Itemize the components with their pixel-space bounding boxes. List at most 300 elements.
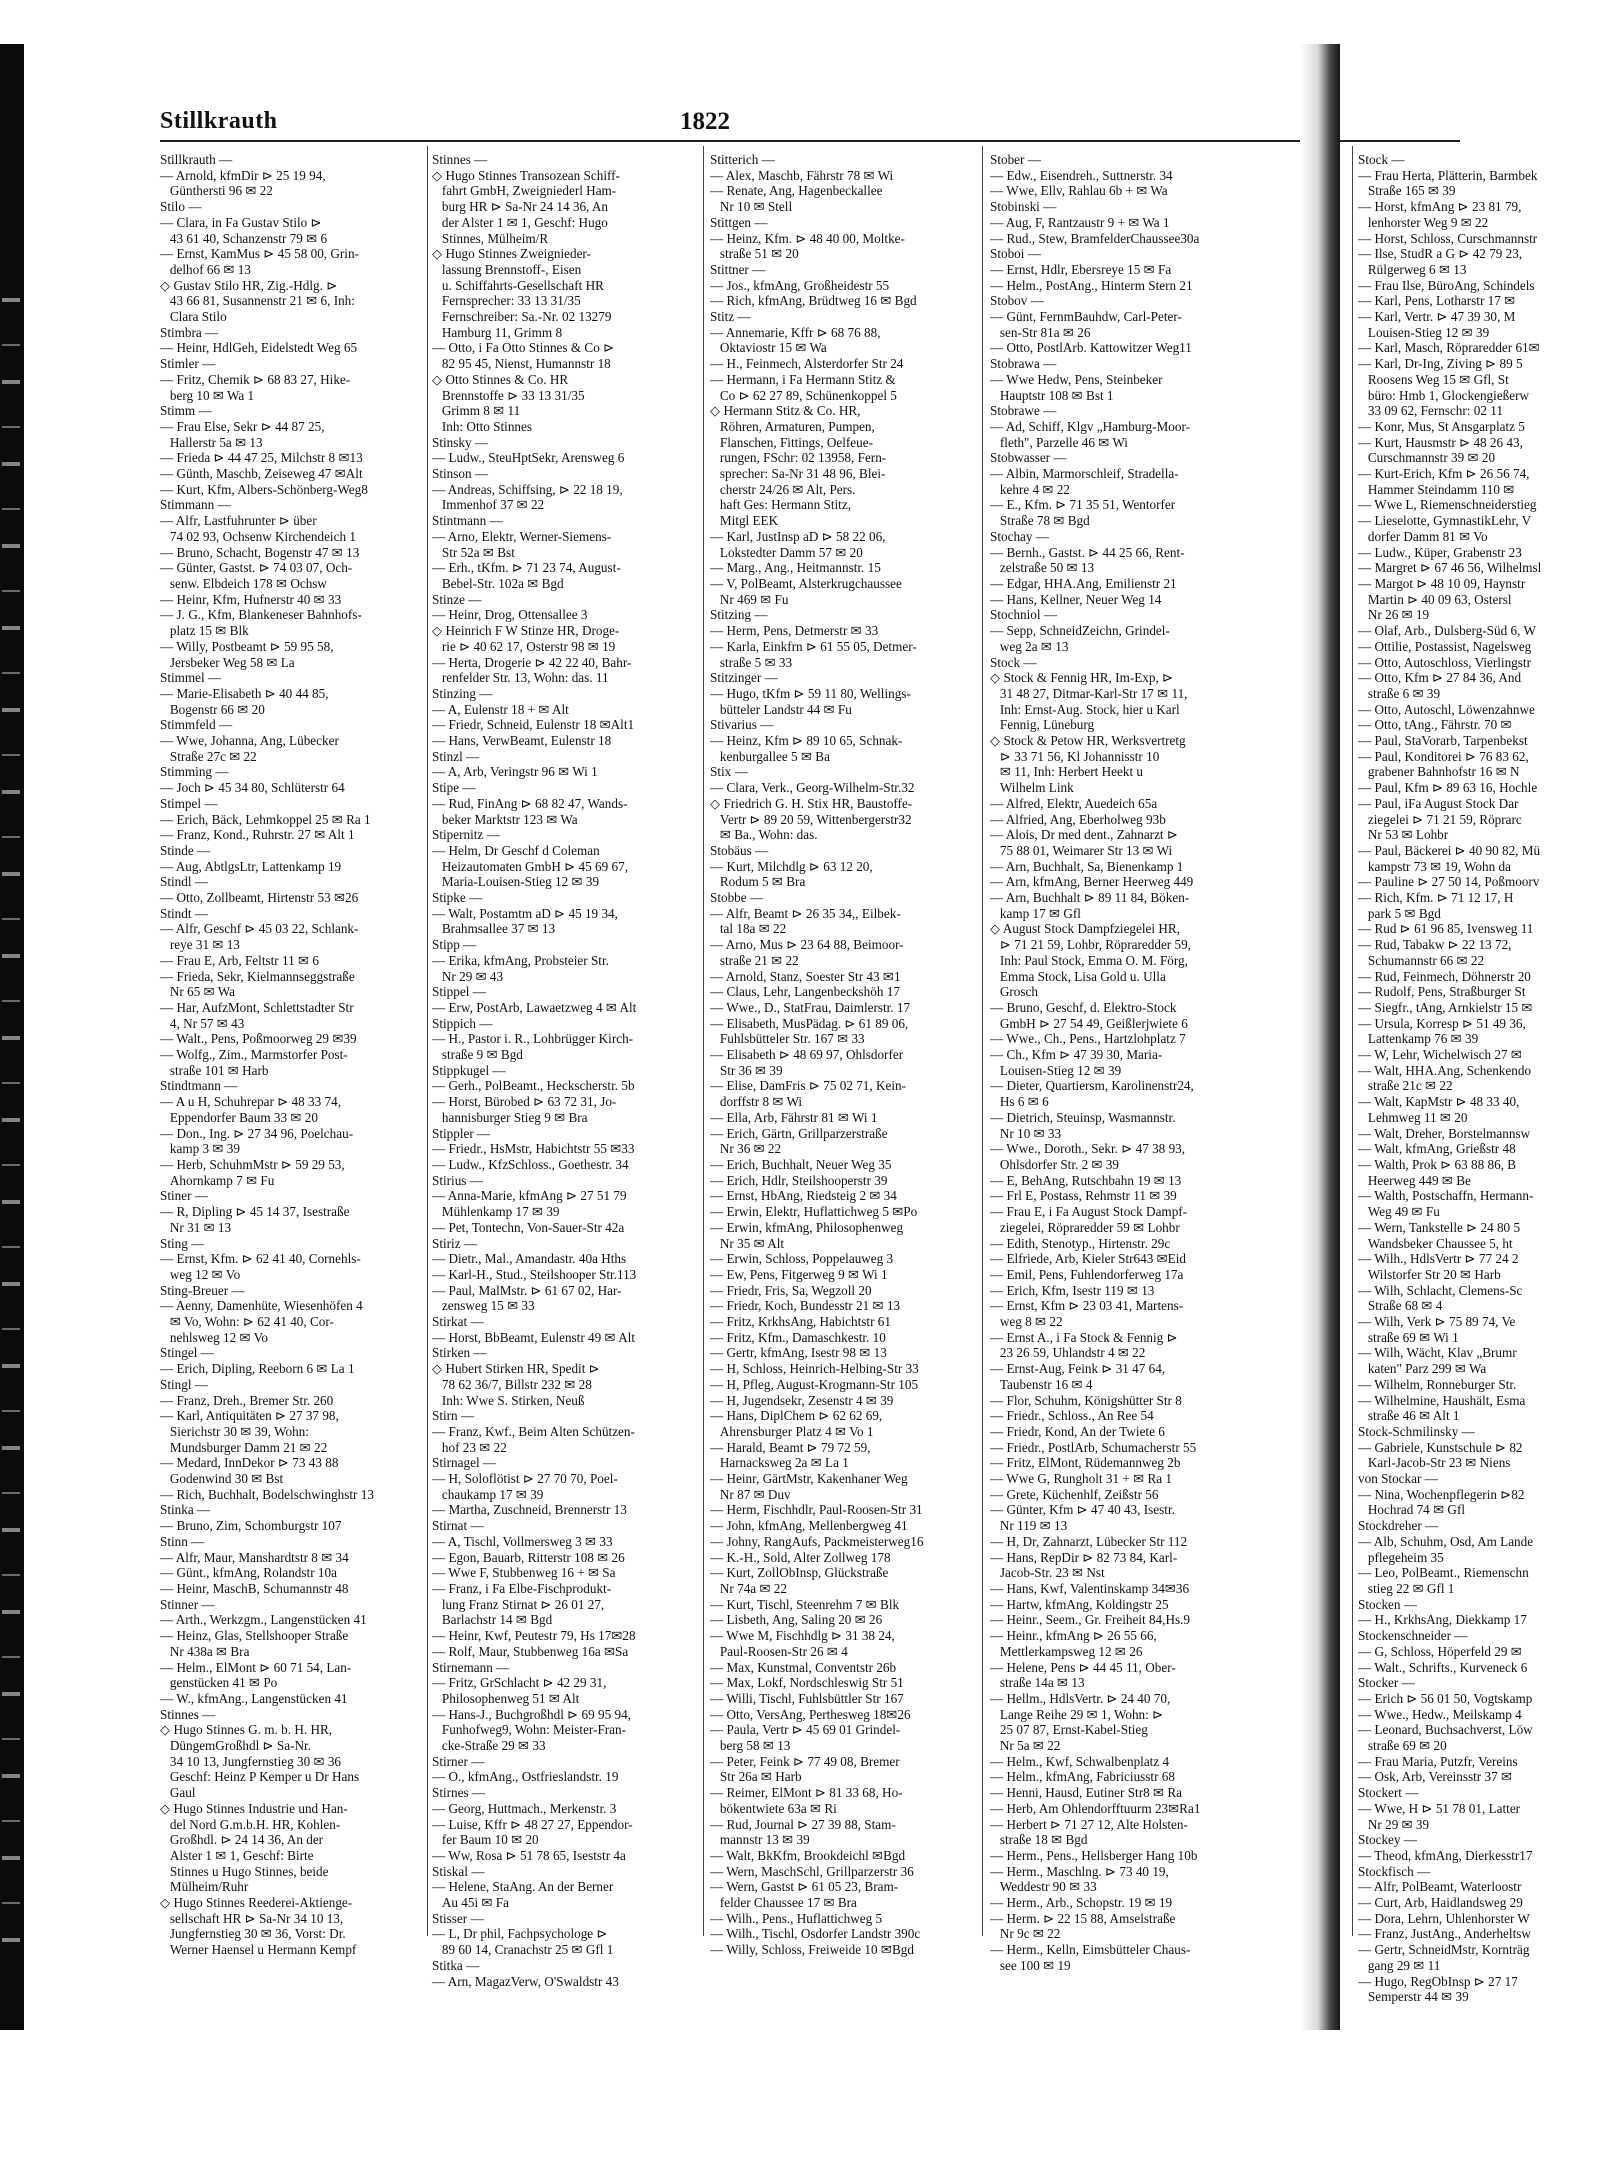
directory-entry-line: Röhren, Armaturen, Pumpen, [710, 418, 875, 434]
directory-entry-line: nehlsweg 12 ✉ Vo [160, 1329, 269, 1345]
directory-entry-line: straße 6 ✉ 39 [1358, 685, 1441, 701]
directory-entry-line: Nr 5a ✉ 22 [990, 1738, 1061, 1754]
directory-entry-line: Stipp — [432, 937, 477, 953]
directory-entry-line: — Hans, Kwf, Valentinskamp 34✉36 [990, 1580, 1190, 1596]
directory-entry-line: — Otto, i Fa Otto Stinnes & Co ⊳ [432, 340, 615, 356]
directory-entry-line: — Curt, Arb, Haidlandsweg 29 [1358, 1895, 1523, 1911]
directory-entry-line: — Friedr, Koch, Bundesstr 21 ✉ 13 [710, 1298, 901, 1314]
directory-entry-line: Stiriz — [432, 1235, 478, 1251]
directory-entry-line: Stimm — [160, 403, 212, 419]
directory-entry-line: Günthersti 96 ✉ 22 [160, 183, 273, 199]
directory-entry-line: — Arn, Buchhalt ⊳ 89 11 84, Böken- [990, 890, 1190, 906]
directory-entry-line: ◇ Hugo Stinnes Zweignieder- [432, 246, 591, 262]
directory-entry-line: Stipernitz — [432, 827, 500, 843]
directory-entry-line: sprecher: Sa-Nr 31 48 96, Blei- [710, 466, 886, 482]
directory-entry-line: Stinka — [160, 1502, 211, 1518]
directory-entry-line: u. Schiffahrts-Gesellschaft HR [432, 277, 604, 293]
directory-entry-line: Louisen-Stieg 12 ✉ 39 [990, 1062, 1122, 1078]
directory-entry-line: — Paul, Bäckerei ⊳ 40 90 82, Mü [1358, 842, 1541, 858]
directory-entry-line: kamp 3 ✉ 39 [160, 1141, 240, 1157]
directory-entry-line: Nr 53 ✉ Lohbr [1358, 827, 1449, 843]
directory-entry-line: — Ottilie, Postassist, Nagelsweg [1358, 638, 1532, 654]
directory-entry-line: — Heinr, Drog, Ottensallee 3 [432, 607, 588, 623]
directory-entry-line: — R, Dipling ⊳ 45 14 37, Isestraße [160, 1204, 350, 1220]
directory-entry-line: weg 8 ✉ 22 [990, 1314, 1063, 1330]
directory-entry-line: Funhofweg9, Wohn: Meister-Fran- [432, 1722, 627, 1738]
directory-entry-line: Mundsburger Damm 21 ✉ 22 [160, 1439, 328, 1455]
directory-entry-line: — Siegfr., tAng, Arnkielstr 15 ✉ [1358, 999, 1533, 1015]
directory-entry-line: Stittner — [710, 261, 766, 277]
directory-entry-line: Stitka — [432, 1957, 480, 1973]
directory-entry-line: Emma Stock, Lisa Gold u. Ulla [990, 968, 1166, 984]
directory-entry-line: — Rud., Stew, BramfelderChaussee30a [990, 230, 1200, 246]
directory-entry-line: — Lieselotte, GymnastikLehr, V [1358, 513, 1532, 529]
directory-entry-line: Hauptstr 108 ✉ Bst 1 [990, 387, 1114, 403]
directory-entry-line: Nr 119 ✉ 13 [990, 1518, 1068, 1534]
directory-entry-line: — Grete, Küchenhlf, Zeißstr 56 [990, 1486, 1159, 1502]
directory-entry-line: burg HR ⊳ Sa-Nr 24 14 36, An [432, 199, 609, 215]
directory-entry-line: — Rolf, Maur, Stubbenweg 16a ✉Sa [432, 1643, 629, 1659]
directory-entry-line: genstücken 41 ✉ Po [160, 1675, 278, 1691]
directory-entry-line: — H., Feinmech, Alsterdorfer Str 24 [710, 356, 904, 372]
directory-entry-line: straße 21 ✉ 22 [710, 952, 799, 968]
directory-entry-line: — Rud ⊳ 61 96 85, Ivensweg 11 [1358, 921, 1534, 937]
directory-entry-line: — Herm, Fischhdlr, Paul-Roosen-Str 31 [710, 1502, 923, 1518]
directory-entry-line: — Günter, Kfm ⊳ 47 40 43, Isestr. [990, 1502, 1175, 1518]
directory-entry-line: Martin ⊳ 40 09 63, Ostersl [1358, 591, 1512, 607]
directory-entry-line: — Ew, Pens, Fitgerweg 9 ✉ Wi 1 [710, 1266, 888, 1282]
directory-entry-line: — E, BehAng, Rutschbahn 19 ✉ 13 [990, 1172, 1182, 1188]
directory-entry-line: — Karl, Dr-Ing, Ziving ⊳ 89 5 [1358, 356, 1523, 372]
directory-entry-line: — Flor, Schuhm, Königshütter Str 8 [990, 1392, 1182, 1408]
directory-entry-line: — Friedr., PostlArb, Schumacherstr 55 [990, 1439, 1197, 1455]
directory-entry-line: Schumannstr 66 ✉ 22 [1358, 952, 1485, 968]
page-gutter-shadow [1300, 44, 1340, 2030]
directory-entry-line: straße 101 ✉ Harb [160, 1062, 269, 1078]
directory-entry-line: Wilhelm Link [990, 780, 1074, 796]
directory-entry-line: — Renate, Ang, Hagenbeckallee [710, 183, 883, 199]
directory-entry-line: Ohlsdorfer Str. 2 ✉ 39 [990, 1157, 1119, 1172]
directory-entry-line: — Erich ⊳ 56 01 50, Vogtskamp [1358, 1690, 1533, 1706]
directory-entry-line: — Erwin, Schloss, Poppelauweg 3 [710, 1251, 894, 1267]
directory-entry-line: 75 88 01, Weimarer Str 13 ✉ Wi [990, 842, 1173, 858]
directory-entry-line: — Hans, VerwBeamt, Eulenstr 18 [432, 733, 612, 749]
directory-entry-line: — K.-H., Sold, Alter Zollweg 178 [710, 1549, 891, 1565]
directory-entry-line: Stimbra — [160, 324, 219, 340]
directory-entry-line: — Karla, Einkfrn ⊳ 61 55 05, Detmer- [710, 638, 917, 654]
directory-entry-line: — E., Kfm. ⊳ 71 35 51, Wentorfer [990, 497, 1176, 513]
directory-entry-line: — Hartw, kfmAng, Koldingstr 25 [990, 1596, 1169, 1612]
directory-entry-line: Stipe — [432, 780, 476, 796]
directory-entry-line: 74 02 93, Ochsenw Kirchendeich 1 [160, 528, 356, 544]
directory-entry-line: Hamburg 11, Grimm 8 [432, 324, 563, 340]
directory-entry-line: — G, Schloss, Höperfeld 29 ✉ [1358, 1643, 1522, 1659]
directory-entry-line: hannisburger Stieg 9 ✉ Bra [432, 1109, 588, 1125]
directory-entry-line: katen" Parz 299 ✉ Wa [1358, 1361, 1487, 1377]
directory-entry-line: — Max, Kunstmal, Conventstr 26b [710, 1659, 897, 1675]
directory-entry-line: — A, Eulenstr 18 + ✉ Alt [432, 701, 569, 717]
directory-entry-line: Weddestr 90 ✉ 33 [990, 1879, 1097, 1895]
directory-entry-line: ◇ Hugo Stinnes G. m. b. H. HR, [160, 1722, 333, 1738]
directory-entry-line: Hochrad 74 ✉ Gfl [1358, 1502, 1466, 1518]
directory-entry-line: Karl-Jacob-Str 23 ✉ Niens [1358, 1455, 1511, 1471]
directory-entry-line: gang 29 ✉ 11 [1358, 1957, 1441, 1973]
directory-entry-line: — H, Dr, Zahnarzt, Lübecker Str 112 [990, 1533, 1188, 1549]
directory-entry-line: Nr 438a ✉ Bra [160, 1643, 250, 1659]
directory-entry-line: Inh: Otto Stinnes [432, 418, 533, 434]
directory-entry-line: — Frl E, Postass, Rehmstr 11 ✉ 39 [990, 1188, 1177, 1204]
directory-entry-line: Stobrawa — [990, 356, 1057, 372]
directory-entry-line: Stinner — [160, 1596, 215, 1612]
directory-entry-line: Bogenstr 66 ✉ 20 [160, 701, 265, 717]
directory-entry-line: — Claus, Lehr, Langenbeckshöh 17 [710, 984, 900, 1000]
directory-entry-line: — A, Tischl, Vollmersweg 3 ✉ 33 [432, 1533, 613, 1549]
directory-entry-line: dorffstr 8 ✉ Wi [710, 1094, 803, 1110]
directory-entry-line: straße 69 ✉ Wi 1 [1358, 1329, 1459, 1345]
directory-entry-line: — Frau Else, Sekr ⊳ 44 87 25, [160, 418, 325, 434]
directory-entry-line: — Dietrich, Steuinsp, Wasmannstr. [990, 1109, 1176, 1125]
directory-entry-line: Stirnat — [432, 1518, 484, 1534]
directory-entry-line: Jungfernstieg 30 ✉ 36, Vorst: Dr. [160, 1926, 346, 1942]
directory-entry-line: — Egon, Bauarb, Ritterstr 108 ✉ 26 [432, 1549, 625, 1565]
directory-entry-line: Lange Reihe 29 ✉ 1, Wohn: ⊳ [990, 1706, 1164, 1722]
directory-entry-line: Mettlerkampsweg 12 ✉ 26 [990, 1643, 1143, 1659]
directory-entry-line: straße 69 ✉ 20 [1358, 1738, 1447, 1754]
scan-bottom-margin [0, 2030, 1600, 2177]
directory-entry-line: — Rud, Journal ⊳ 27 39 88, Stam- [710, 1816, 896, 1832]
directory-entry-line: — Frieda ⊳ 44 47 25, Milchstr 8 ✉13 [160, 450, 363, 466]
column-divider [703, 146, 704, 1936]
directory-entry-line: zelstraße 50 ✉ 13 [990, 560, 1095, 576]
directory-entry-line: 43 66 81, Susannenstr 21 ✉ 6, Inh: [160, 293, 355, 309]
directory-entry-line: — Aenny, Damenhüte, Wiesenhöfen 4 [160, 1298, 363, 1314]
directory-entry-line: Eppendorfer Baum 33 ✉ 20 [160, 1109, 318, 1125]
directory-entry-line: — Helm, Dr Geschf d Coleman [432, 842, 600, 858]
directory-entry-line: Stingel — [160, 1345, 214, 1361]
directory-entry-line: Stinsky — [432, 434, 489, 450]
directory-entry-line: Godenwind 30 ✉ Bst [160, 1471, 284, 1487]
directory-entry-line: Stimpel — [160, 795, 218, 811]
directory-entry-line: Stisser — [432, 1910, 484, 1926]
directory-entry-line: — Herm. ⊳ 22 15 88, Amselstraße [990, 1910, 1176, 1926]
directory-entry-line: — Fritz, Chemik ⊳ 68 83 27, Hike- [160, 371, 351, 387]
directory-entry-line: Str 26a ✉ Harb [710, 1769, 802, 1785]
directory-entry-line: — Fritz, KrkhsAng, Habichtstr 61 [710, 1314, 891, 1330]
directory-entry-line: Werner Haensel u Hermann Kempf [160, 1942, 357, 1958]
directory-entry-line: ◇ Hermann Stitz & Co. HR, [710, 403, 861, 419]
directory-entry-line: — W, Lehr, Wichelwisch 27 ✉ [1358, 1047, 1522, 1063]
directory-entry-line: — Heinr., Seem., Gr. Freiheit 84,Hs.9 [990, 1612, 1190, 1628]
directory-entry-line: — Rudolf, Pens, Straßburger St [1358, 984, 1526, 1000]
directory-entry-line: — Wolfg., Zim., Marmstorfer Post- [160, 1047, 348, 1063]
directory-entry-line: — Alex, Maschb, Fährstr 78 ✉ Wi [710, 167, 894, 183]
directory-entry-line: Mühlenkamp 17 ✉ 39 [432, 1204, 560, 1220]
directory-entry-line: Wandsbeker Chaussee 5, ht [1358, 1235, 1513, 1251]
directory-entry-line: Stockert — [1358, 1785, 1419, 1801]
directory-entry-line: dorfer Damm 81 ✉ Vo [1358, 528, 1488, 544]
directory-entry-line: — Wern, Tankstelle ⊳ 24 80 5 [1358, 1219, 1521, 1235]
directory-entry-line: chaukamp 17 ✉ 39 [432, 1486, 544, 1502]
directory-entry-line: — Luise, Kffr ⊳ 48 27 27, Eppendor- [432, 1816, 633, 1832]
directory-entry-line: hof 23 ✉ 22 [432, 1439, 507, 1455]
directory-entry-line: zensweg 15 ✉ 33 [432, 1298, 535, 1314]
directory-entry-line: — Harald, Beamt ⊳ 79 72 59, [710, 1439, 871, 1455]
directory-entry-line: straße 9 ✉ Bgd [432, 1047, 523, 1063]
directory-entry-line: Stivarius — [710, 717, 774, 733]
directory-entry-line: haft Ges: Hermann Stitz, [710, 497, 851, 513]
directory-entry-line: — Ad, Schiff, Klgv „Hamburg-Moor- [990, 418, 1190, 434]
directory-entry-line: — Erich, Hdlr, Steilshooperstr 39 [710, 1172, 888, 1188]
directory-entry-line: Stippel — [432, 984, 486, 1000]
directory-entry-line: — Alfried, Ang, Eberholweg 93b [990, 811, 1166, 827]
directory-entry-line: — Elisabeth ⊳ 48 69 97, Ohlsdorfer [710, 1047, 904, 1063]
directory-entry-line: — Helene, Pens ⊳ 44 45 11, Ober- [990, 1659, 1176, 1675]
directory-entry-line: platz 15 ✉ Blk [160, 623, 249, 639]
directory-entry-line: — Henni, Hausd, Eutiner Str8 ✉ Ra [990, 1785, 1182, 1801]
directory-entry-line: Stindt — [160, 905, 208, 921]
directory-entry-line: Stinzl — [432, 748, 480, 764]
directory-entry-line: — Gertr, kfmAng, Isestr 98 ✉ 13 [710, 1345, 887, 1361]
directory-entry-line: bökentwiete 63a ✉ Ri [710, 1800, 837, 1816]
directory-entry-line: Au 45i ✉ Fa [432, 1895, 509, 1911]
directory-entry-line: Straße 27c ✉ 22 [160, 748, 257, 764]
directory-entry-line: — Walt, Dreher, Borstelmannsw [1358, 1125, 1531, 1141]
directory-entry-line: Stippkugel — [432, 1062, 506, 1078]
directory-entry-line: — Otto, VersAng, Perthesweg 18✉26 [710, 1706, 911, 1722]
directory-entry-line: — Martha, Zuschneid, Brennerstr 13 [432, 1502, 627, 1518]
directory-entry-line: Stindl — [160, 874, 208, 890]
directory-entry-line: 25 07 87, Ernst-Kabel-Stieg [990, 1722, 1148, 1738]
directory-entry-line: — Osk, Arb, Vereinsstr 37 ✉ [1358, 1769, 1513, 1785]
directory-entry-line: — Arnold, kfmDir ⊳ 25 19 94, [160, 167, 326, 183]
directory-entry-line: — Friedr, Fris, Sa, Wegzoll 20 [710, 1282, 872, 1298]
directory-entry-line: — Clara, Verk., Georg-Wilhelm-Str.32 [710, 780, 915, 796]
directory-entry-line: — A u H, Schuhrepar ⊳ 48 33 74, [160, 1094, 342, 1110]
directory-entry-line: — Alfr, Lastfuhrunter ⊳ über [160, 513, 317, 529]
directory-entry-line: Stockey — [1358, 1832, 1417, 1848]
directory-entry-line: ◇ Heinrich F W Stinze HR, Droge- [432, 623, 620, 639]
directory-entry-line: — Fritz, Kfm., Damaschkestr. 10 [710, 1329, 886, 1345]
directory-entry-line: — Hans, RepDir ⊳ 82 73 84, Karl- [990, 1549, 1178, 1565]
directory-entry-line: — Walt, Postamtm aD ⊳ 45 19 34, [432, 905, 618, 921]
directory-entry-line: — Paula, Vertr ⊳ 45 69 01 Grindel- [710, 1722, 901, 1738]
directory-entry-line: — Lisbeth, Ang, Saling 20 ✉ 26 [710, 1612, 883, 1628]
directory-entry-line: — Erwin, Elektr, Huflattichweg 5 ✉Po [710, 1204, 918, 1220]
directory-entry-line: — Hugo, tKfm ⊳ 59 11 80, Wellings- [710, 685, 911, 701]
directory-entry-line: Stock — [1358, 152, 1405, 167]
directory-entry-line: — Otto, Kfm ⊳ 27 84 36, And [1358, 670, 1522, 686]
directory-entry-line: — Friedr, Kond, An der Twiete 6 [990, 1423, 1165, 1439]
directory-entry-line: — Horst, kfmAng ⊳ 23 81 79, [1358, 199, 1522, 215]
directory-entry-line: berg 10 ✉ Wa 1 [160, 387, 255, 403]
directory-entry-line: — Andreas, Schiffsing, ⊳ 22 18 19, [432, 481, 623, 497]
directory-entry-line: — A, Arb, Veringstr 96 ✉ Wi 1 [432, 764, 598, 780]
directory-entry-line: Stobinski — [990, 199, 1057, 215]
directory-entry-line: — Erich, Kfm, Isestr 119 ✉ 13 [990, 1282, 1155, 1298]
directory-entry-line: ⊳ 71 21 59, Lohbr, Röpraredder 59, [990, 937, 1191, 953]
directory-entry-line: reye 31 ✉ 13 [160, 937, 240, 953]
directory-entry-line: — Kurt, Hausmstr ⊳ 48 26 43, [1358, 434, 1523, 450]
directory-entry-line: ◇ Hugo Stinnes Transozean Schiff- [432, 167, 620, 183]
directory-entry-line: Nr 29 ✉ 43 [432, 968, 504, 984]
directory-entry-line: Stippler — [432, 1125, 491, 1141]
directory-entry-line: Nr 74a ✉ 22 [710, 1580, 787, 1596]
directory-entry-line: Stock-Schmilinsky — [1358, 1423, 1475, 1439]
directory-entry-line: büro: Hmb 1, Glockengießerw [1358, 387, 1530, 403]
directory-entry-line: Stipke — [432, 890, 483, 906]
directory-entry-line: — Hellm., HdlsVertr. ⊳ 24 40 70, [990, 1690, 1171, 1706]
directory-entry-line: Ahornkamp 7 ✉ Fu [160, 1172, 275, 1188]
directory-entry-line: — Franz, Kwf., Beim Alten Schützen- [432, 1423, 635, 1439]
directory-entry-line: — Herta, Drogerie ⊳ 42 22 40, Bahr- [432, 654, 632, 670]
directory-entry-line: Sting-Breuer — [160, 1282, 245, 1298]
directory-entry-line: GmbH ⊳ 27 54 49, Geißlerjwiete 6 [990, 1015, 1188, 1031]
directory-entry-line: ◇ Hugo Stinnes Industrie und Han- [160, 1800, 348, 1816]
directory-entry-line: — Herm., Pens., Hellsberger Hang 10b [990, 1847, 1198, 1863]
directory-entry-line: — Günth, Maschb, Zeiseweg 47 ✉Alt [160, 466, 363, 482]
directory-entry-line: Stitterich — [710, 152, 775, 167]
directory-entry-line: Gaul [160, 1785, 196, 1801]
directory-entry-line: — Heinr, MaschB, Schumannstr 48 [160, 1580, 349, 1596]
directory-entry-line: — Ernst, HbAng, Riedsteig 2 ✉ 34 [710, 1188, 897, 1204]
directory-entry-line: — Wwe F, Stubbenweg 16 + ✉ Sa [432, 1565, 616, 1581]
directory-entry-line: ◇ August Stock Dampfziegelei HR, [990, 921, 1180, 937]
directory-entry-line: — Frau Maria, Putzfr, Vereins [1358, 1753, 1518, 1769]
page-number: 1822 [680, 108, 730, 135]
directory-entry-line: — Ilse, StudR a G ⊳ 42 79 23, [1358, 246, 1523, 262]
directory-entry-line: — Kurt, Milchdlg ⊳ 63 12 20, [710, 858, 873, 874]
directory-entry-line: Lehmweg 11 ✉ 20 [1358, 1109, 1468, 1125]
directory-entry-line: — Dieter, Quartiersm, Karolinenstr24, [990, 1078, 1194, 1094]
directory-entry-line: — Heinr, HdlGeh, Eidelstedt Weg 65 [160, 340, 358, 356]
directory-entry-line: — Günt., kfmAng, Rolandstr 10a [160, 1565, 337, 1581]
directory-entry-line: 23 26 59, Uhlandstr 4 ✉ 22 [990, 1345, 1146, 1361]
directory-entry-line: Stobäus — [710, 842, 769, 858]
directory-entry-line: — Ernst, Kfm. ⊳ 62 41 40, Cornehls- [160, 1251, 361, 1267]
directory-entry-line: — Alb, Schuhm, Osd, Am Lande [1358, 1533, 1534, 1549]
directory-entry-line: — Kurt-Erich, Kfm ⊳ 26 56 74, [1358, 466, 1530, 482]
directory-entry-line: — V, PolBeamt, Alsterkrugchaussee [710, 575, 902, 591]
directory-entry-line: bütteler Landstr 44 ✉ Fu [710, 701, 852, 717]
directory-entry-line: — Bruno, Zim, Schomburgstr 107 [160, 1518, 342, 1534]
directory-entry-line: — Wwe L, Riemenschneiderstieg [1358, 497, 1537, 513]
directory-entry-line: — Ludw., KfzSchloss., Goethestr. 34 [432, 1157, 629, 1172]
directory-entry-line: Bebel-Str. 102a ✉ Bgd [432, 575, 564, 591]
directory-entry-line: Immenhof 37 ✉ 22 [432, 497, 545, 513]
directory-entry-line: sellschaft HR ⊳ Sa-Nr 34 10 13, [160, 1910, 344, 1926]
directory-entry-line: — Herm, Pens, Detmerstr ✉ 33 [710, 623, 879, 639]
directory-entry-line: — Alois, Dr med dent., Zahnarzt ⊳ [990, 827, 1178, 843]
directory-entry-line: ◇ Stock & Petow HR, Werksvertretg [990, 733, 1186, 749]
directory-entry-line: Stobbe — [710, 890, 764, 906]
directory-entry-line: Nr 26 ✉ 19 [1358, 607, 1430, 623]
directory-entry-line: Stoboi — [990, 246, 1041, 262]
directory-entry-line: — Rich, Buchhalt, Bodelschwinghstr 13 [160, 1486, 374, 1502]
directory-entry-line: Stinson — [432, 466, 489, 482]
scan-left-edge [0, 44, 24, 2030]
directory-entry-line: Barlachstr 14 ✉ Bgd [432, 1612, 553, 1628]
directory-entry-line: — Erich, Gärtn, Grillparzerstraße [710, 1125, 888, 1141]
directory-entry-line: — Günt, FernmBauhdw, Carl-Peter- [990, 309, 1182, 325]
directory-entry-line: — Kurt, ZollObInsp, Glückstraße [710, 1565, 889, 1581]
directory-entry-line: — Georg, Huttmach., Merkenstr. 3 [432, 1800, 617, 1816]
directory-entry-line: Stintmann — [432, 513, 503, 529]
directory-entry-line: Sting — [160, 1235, 205, 1251]
directory-entry-line: — Sepp, SchneidZeichn, Grindel- [990, 623, 1170, 639]
directory-entry-line: — Anna-Marie, kfmAng ⊳ 27 51 79 [432, 1188, 627, 1204]
directory-column-2 [432, 152, 694, 1989]
directory-entry-line: Inh: Ernst-Aug. Stock, hier u Karl [990, 701, 1180, 717]
directory-entry-line: Oktaviostr 15 ✉ Wa [710, 340, 827, 356]
directory-entry-line: Stochniol — [990, 607, 1058, 623]
directory-entry-line: Stirn — [432, 1408, 475, 1424]
directory-entry-line: rie ⊳ 40 62 17, Osterstr 98 ✉ 19 [432, 638, 616, 654]
directory-entry-line: — Bernh., Gastst. ⊳ 44 25 66, Rent- [990, 544, 1185, 560]
directory-entry-line: — Arno, Mus ⊳ 23 64 88, Beimoor- [710, 937, 904, 953]
directory-entry-line: straße 51 ✉ 20 [710, 246, 799, 262]
directory-entry-line: Stobwasser — [990, 450, 1067, 466]
directory-entry-line: — Dietr., Mal., Amandastr. 40a Hths [432, 1251, 627, 1267]
directory-entry-line: Geschf: Heinz P Kemper u Dr Hans [160, 1769, 360, 1785]
directory-entry-line: Stimming — [160, 764, 229, 780]
directory-entry-line: — H, Schloss, Heinrich-Helbing-Str 33 [710, 1361, 919, 1377]
directory-entry-line: straße 21c ✉ 22 [1358, 1078, 1453, 1094]
directory-entry-line: 33 09 62, Fernschr: 02 11 [1358, 403, 1503, 419]
directory-entry-line: — Bruno, Schacht, Bogenstr 47 ✉ 13 [160, 544, 360, 560]
directory-entry-line: — Herm., Kelln, Eimsbütteler Chaus- [990, 1942, 1191, 1958]
directory-entry-line: — Rich, Kfm. ⊳ 71 12 17, H [1358, 890, 1514, 906]
directory-entry-line: — Herb, SchuhmMstr ⊳ 59 29 53, [160, 1157, 345, 1172]
directory-entry-line: — Helene, StaAng. An der Berner [432, 1879, 614, 1895]
directory-entry-line: — Margret ⊳ 67 46 56, Wilhelmsl [1358, 560, 1542, 576]
directory-entry-line: — Wwe, Johanna, Ang, Lübecker [160, 733, 339, 749]
directory-entry-line: Stobrawe — [990, 403, 1057, 419]
directory-entry-line: fleth", Parzelle 46 ✉ Wi [990, 434, 1128, 450]
directory-entry-line: — Rud, FinAng ⊳ 68 82 47, Wands- [432, 795, 628, 811]
directory-entry-line: Co ⊳ 62 27 89, Schünenkoppel 5 [710, 387, 897, 403]
directory-entry-line: Nr 65 ✉ Wa [160, 984, 235, 1000]
scan-edge-marks [2, 264, 20, 1964]
directory-entry-line: straße 18 ✉ Bgd [990, 1832, 1088, 1848]
directory-entry-line: von Stockar — [1358, 1471, 1438, 1487]
directory-entry-line: Stitzing — [710, 607, 768, 623]
directory-entry-line: — Wwe G, Rungholt 31 + ✉ Ra 1 [990, 1471, 1172, 1487]
directory-entry-line: Inh: Paul Stock, Emma O. M. Förg, [990, 952, 1188, 968]
directory-entry-line: — Olaf, Arb., Dulsberg-Süd 6, W [1358, 623, 1536, 639]
directory-entry-line: Stockdreher — [1358, 1518, 1439, 1534]
directory-entry-line: — Wilh., Tischl, Osdorfer Landstr 390c [710, 1926, 921, 1942]
directory-entry-line: Stock — [990, 654, 1037, 670]
directory-entry-line: felder Chaussee 17 ✉ Bra [710, 1895, 857, 1911]
directory-entry-line: — Aug, F, Rantzaustr 9 + ✉ Wa 1 [990, 214, 1170, 230]
directory-entry-line: — Willy, Schloss, Freiweide 10 ✉Bgd [710, 1942, 914, 1958]
directory-entry-line: — Paul, StaVorarb, Tarpenbekst [1358, 733, 1528, 749]
directory-entry-line: delhof 66 ✉ 13 [160, 261, 251, 277]
directory-entry-line: — Medard, InnDekor ⊳ 73 43 88 [160, 1455, 339, 1471]
directory-entry-line: — Arnold, Stanz, Soester Str 43 ✉1 [710, 968, 901, 984]
directory-entry-line: — Karl, Pens, Lotharstr 17 ✉ [1358, 293, 1516, 309]
directory-entry-line: — Heinr, GärtMstr, Kakenhaner Weg [710, 1471, 908, 1487]
directory-entry-line: Lokstedter Damm 57 ✉ 20 [710, 544, 863, 560]
directory-entry-line: tal 18a ✉ 22 [710, 921, 787, 937]
directory-entry-line: Stimmann — [160, 497, 231, 513]
directory-entry-line: — Herm., Arb., Schopstr. 19 ✉ 19 [990, 1895, 1173, 1911]
column-divider [427, 146, 428, 1936]
directory-entry-line: Stimmfeld — [160, 717, 233, 733]
directory-entry-line: — Marg., Ang., Heitmannstr. 15 [710, 560, 881, 576]
directory-entry-line: ◇ Stock & Fennig HR, Im-Exp, ⊳ [990, 670, 1174, 686]
directory-entry-line: — Erika, kfmAng, Probsteier Str. [432, 952, 609, 968]
